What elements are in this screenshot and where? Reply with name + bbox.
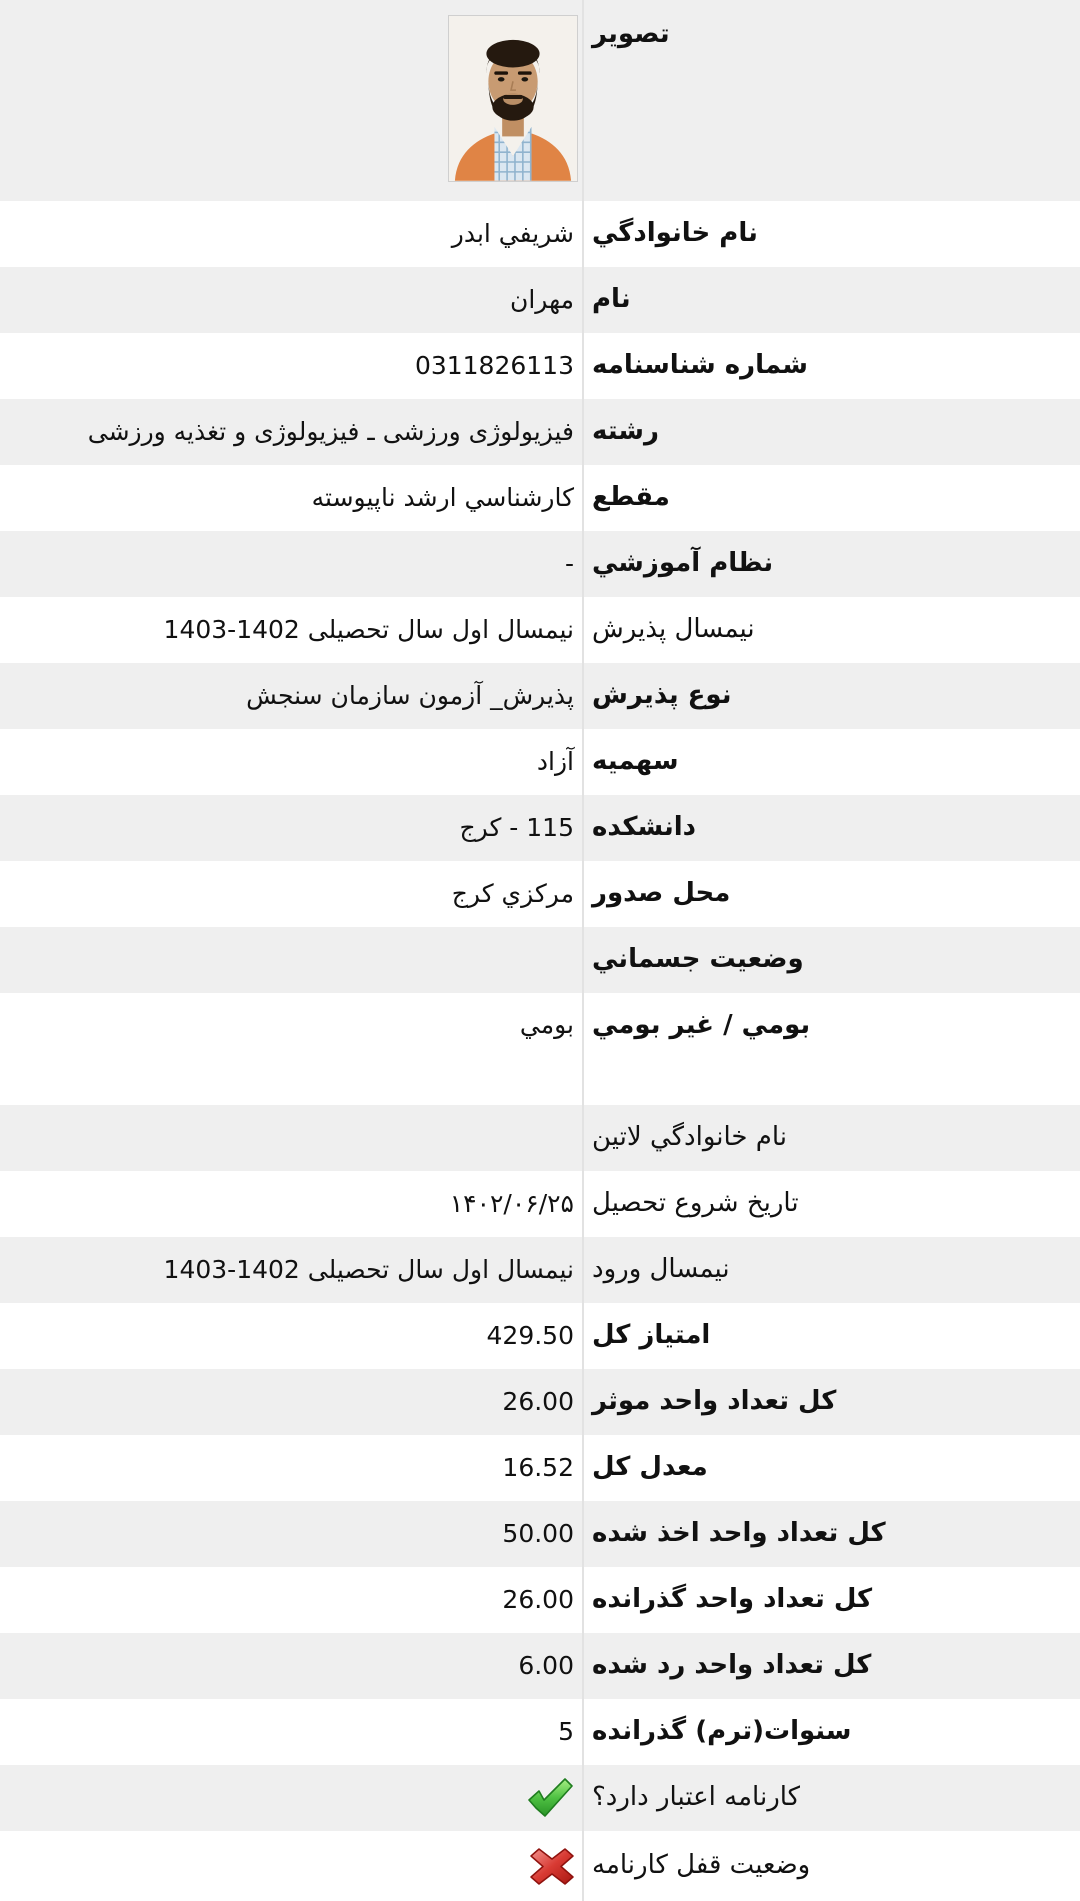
row-value: 26.00: [502, 1386, 574, 1416]
row-value-cell: [0, 663, 582, 729]
row-label-cell: [582, 1699, 1080, 1765]
row-value: نیمسال اول سال تحصیلی 1402-1403: [163, 1254, 574, 1284]
row-value-cell: [0, 1171, 582, 1237]
row-label-cell: [582, 531, 1080, 597]
row-value-cell: [0, 1105, 582, 1171]
row-label-cell: [582, 663, 1080, 729]
row-value-cell: [0, 1303, 582, 1369]
row-value-cell: [0, 531, 582, 597]
row-label: کل تعداد واحد گذرانده: [592, 1584, 873, 1615]
row-label: وضعيت جسماني: [592, 944, 804, 975]
row-value: فیزیولوژی ورزشی ـ فیزیولوژی و تغذیه ورزشی: [87, 416, 574, 446]
row-value: نیمسال اول سال تحصیلی 1402-1403: [163, 614, 574, 644]
row-label: شماره شناسنامه: [592, 350, 808, 381]
row-value: 6.00: [518, 1650, 574, 1680]
row-value-cell: [0, 1699, 582, 1765]
row-value: 50.00: [502, 1518, 574, 1548]
row-value-cell: [0, 1567, 582, 1633]
student-portrait-graphic: [449, 16, 577, 181]
table-row: [0, 795, 1080, 861]
row-label: مقطع: [592, 482, 670, 513]
row-value: بومي: [519, 1010, 574, 1039]
row-label-cell: [582, 927, 1080, 993]
row-label-cell: [582, 1237, 1080, 1303]
row-value: کارشناسي ارشد ناپيوسته: [311, 482, 574, 512]
row-label: معدل کل: [592, 1452, 708, 1483]
table-row: [0, 531, 1080, 597]
row-value: شريفي ابدر: [451, 218, 574, 248]
row-label: نيمسال پذيرش: [592, 614, 755, 645]
row-value-cell: [0, 729, 582, 795]
table-row: [0, 1303, 1080, 1369]
table-row: [0, 1501, 1080, 1567]
row-label: دانشکده: [592, 812, 696, 843]
table-row: [0, 465, 1080, 531]
row-label-cell: [582, 795, 1080, 861]
table-row: [0, 1699, 1080, 1765]
row-label: کل تعداد واحد اخذ شده: [592, 1518, 886, 1549]
row-label: امتياز کل: [592, 1320, 711, 1351]
row-value-cell: [0, 1435, 582, 1501]
table-row: [0, 597, 1080, 663]
row-label: بومي / غير بومي: [592, 1010, 811, 1040]
row-label: نوع پذيرش: [592, 680, 732, 711]
row-value: 26.00: [502, 1584, 574, 1614]
row-value-cell: [0, 201, 582, 267]
table-row: [0, 267, 1080, 333]
row-value-cell: [0, 1501, 582, 1567]
photo-cell: [0, 0, 582, 201]
row-value: -: [564, 548, 574, 578]
row-value-cell: [0, 795, 582, 861]
row-label-cell: [582, 861, 1080, 927]
row-label-cell: [582, 1303, 1080, 1369]
row-label-cell: [582, 333, 1080, 399]
row-value-cell: [0, 399, 582, 465]
table-row: [0, 729, 1080, 795]
row-label-cell: [582, 201, 1080, 267]
row-label-cell: [582, 1171, 1080, 1237]
row-label-cell: [582, 1633, 1080, 1699]
row-label-cell: [582, 1831, 1080, 1901]
row-value: 16.52: [502, 1452, 574, 1482]
row-value: 5: [558, 1716, 574, 1746]
row-label-cell: [582, 993, 1080, 1105]
table-row: [0, 1171, 1080, 1237]
row-value: ۱۴۰۲/۰۶/۲۵: [449, 1188, 574, 1218]
table-row: [0, 201, 1080, 267]
row-label: نظام آموزشي: [592, 548, 774, 579]
row-value-cell: [0, 267, 582, 333]
row-label: کارنامه اعتبار دارد؟: [592, 1782, 801, 1813]
row-value-cell: [0, 597, 582, 663]
table-row-photo: [0, 0, 1080, 201]
row-label: سنوات(ترم) گذرانده: [592, 1716, 852, 1747]
row-label-photo: [582, 0, 1080, 201]
row-label: تاريخ شروع تحصيل: [592, 1188, 799, 1219]
table-row: [0, 1831, 1080, 1901]
row-label-cell: [582, 399, 1080, 465]
row-label: رشته: [592, 416, 659, 447]
row-label-cell: [582, 1435, 1080, 1501]
locked-cross-icon: [530, 1848, 574, 1885]
row-label: نام خانوادگي لاتين: [592, 1122, 787, 1153]
row-label-cell: [582, 1765, 1080, 1831]
row-value-cell: [0, 1237, 582, 1303]
table-row: [0, 399, 1080, 465]
table-row: [0, 1435, 1080, 1501]
row-value: 0311826113: [414, 350, 574, 380]
table-row: [0, 1105, 1080, 1171]
table-row: [0, 1237, 1080, 1303]
row-value: مرکزي کرج: [451, 878, 574, 908]
row-label: کل تعداد واحد موثر: [592, 1386, 837, 1417]
photo-label: تصوير: [592, 19, 670, 49]
row-label-cell: [582, 729, 1080, 795]
row-label: نام خانوادگي: [592, 218, 758, 249]
row-label: نيمسال ورود: [592, 1254, 730, 1285]
table-row: [0, 663, 1080, 729]
table-row: [0, 1369, 1080, 1435]
valid-check-icon: [526, 1778, 574, 1818]
row-label-cell: [582, 1567, 1080, 1633]
table-row: [0, 861, 1080, 927]
row-value: پذیرش_ آزمون سازمان سنجش: [246, 680, 574, 710]
table-row: [0, 927, 1080, 993]
row-value-cell: [0, 1633, 582, 1699]
row-label-cell: [582, 597, 1080, 663]
row-label: سهميه: [592, 746, 679, 777]
row-value: 115 - کرج: [459, 812, 574, 842]
student-photo: [448, 15, 578, 182]
row-value-cell: [0, 465, 582, 531]
row-value-cell: [0, 861, 582, 927]
table-row: [0, 1567, 1080, 1633]
row-label: وضعيت قفل کارنامه: [592, 1850, 811, 1881]
table-row: [0, 1765, 1080, 1831]
row-label-cell: [582, 1369, 1080, 1435]
row-label: کل تعداد واحد رد شده: [592, 1650, 872, 1681]
row-label: نام: [592, 284, 631, 315]
row-value-cell: [0, 1369, 582, 1435]
row-label-cell: [582, 1501, 1080, 1567]
row-value-cell: [0, 1765, 582, 1831]
row-value: آزاد: [536, 746, 574, 776]
row-value-cell: [0, 993, 582, 1105]
row-label-cell: [582, 267, 1080, 333]
row-label-cell: [582, 1105, 1080, 1171]
table-row: [0, 333, 1080, 399]
row-value-cell: [0, 333, 582, 399]
row-label: محل صدور: [592, 878, 731, 909]
cross-icon: [530, 1848, 574, 1885]
row-value: مهران: [509, 284, 574, 314]
check-icon: [526, 1778, 574, 1818]
table-row: [0, 1633, 1080, 1699]
table-row: [0, 993, 1080, 1105]
row-label-cell: [582, 465, 1080, 531]
row-value-cell: [0, 1831, 582, 1901]
row-value: 429.50: [486, 1320, 574, 1350]
row-value-cell: [0, 927, 582, 993]
